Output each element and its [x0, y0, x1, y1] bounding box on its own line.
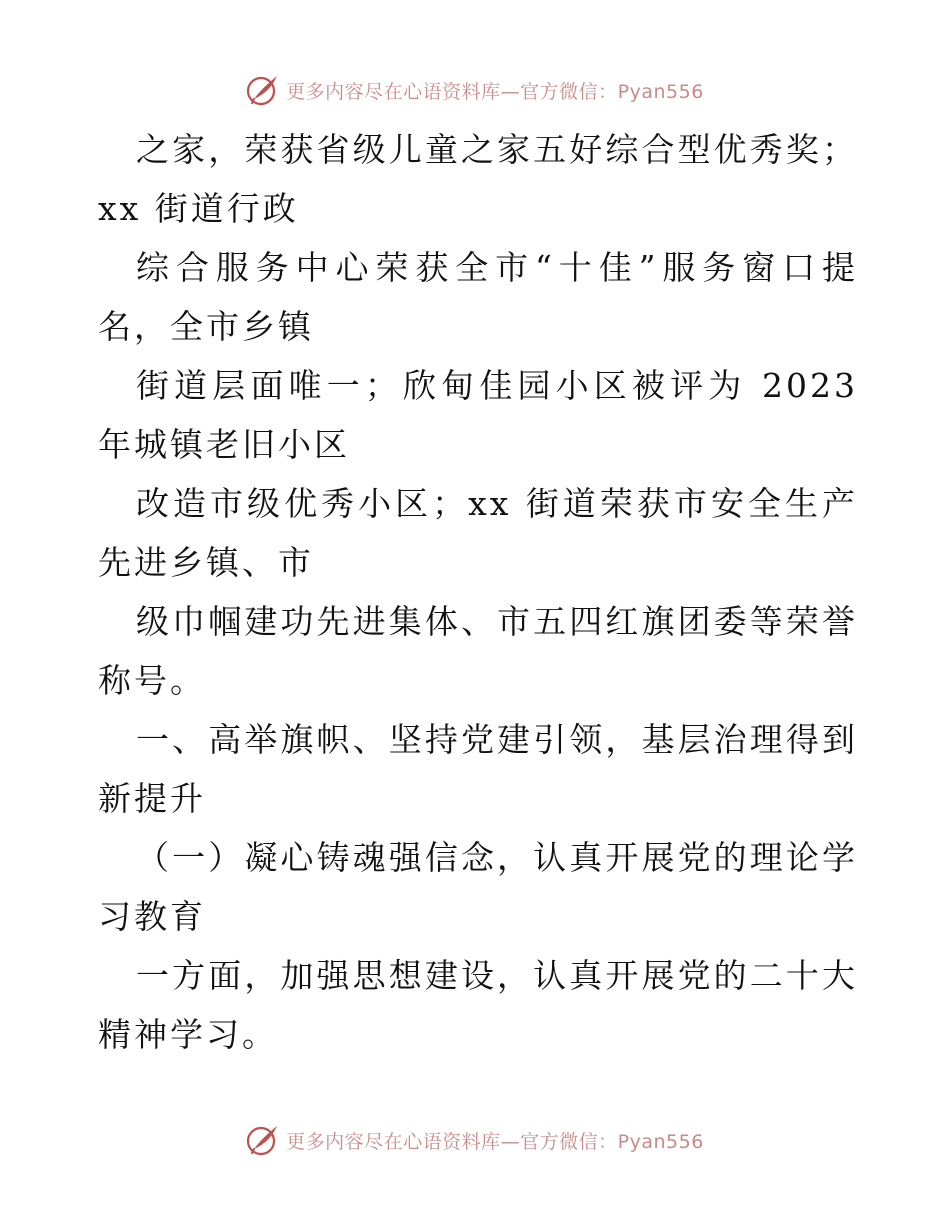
paragraph-1: 之家，荣获省级儿童之家五好综合型优秀奖；xx 街道行政 — [98, 130, 858, 228]
header-watermark — [0, 70, 950, 110]
document-body — [98, 120, 858, 1064]
footer-watermark — [0, 1120, 950, 1160]
watermark-text: 更多内容尽在心语资料库—官方微信：Pyan556 — [286, 1130, 704, 1153]
paragraph-2: 综合服务中心荣获全市“十佳”服务窗口提名，全市乡镇 — [98, 248, 858, 346]
quill-logo-icon — [246, 73, 280, 107]
watermark-text: 更多内容尽在心语资料库—官方微信：Pyan556 — [286, 80, 704, 103]
paragraph-4: 改造市级优秀小区；xx 街道荣获市安全生产先进乡镇、市 — [98, 484, 858, 582]
paragraph-6: 一方面，加强思想建设，认真开展党的二十大精神学习。 — [98, 956, 858, 1054]
quill-logo-icon — [246, 1123, 280, 1157]
section-heading-1: 一、高举旗帜、坚持党建引领，基层治理得到新提升 — [98, 720, 858, 818]
paragraph-3: 街道层面唯一；欣甸佳园小区被评为 2023 年城镇老旧小区 — [98, 366, 858, 464]
subsection-heading-1: （一）凝心铸魂强信念，认真开展党的理论学习教育 — [98, 838, 858, 936]
paragraph-5: 级巾帼建功先进集体、市五四红旗团委等荣誉称号。 — [98, 602, 858, 700]
